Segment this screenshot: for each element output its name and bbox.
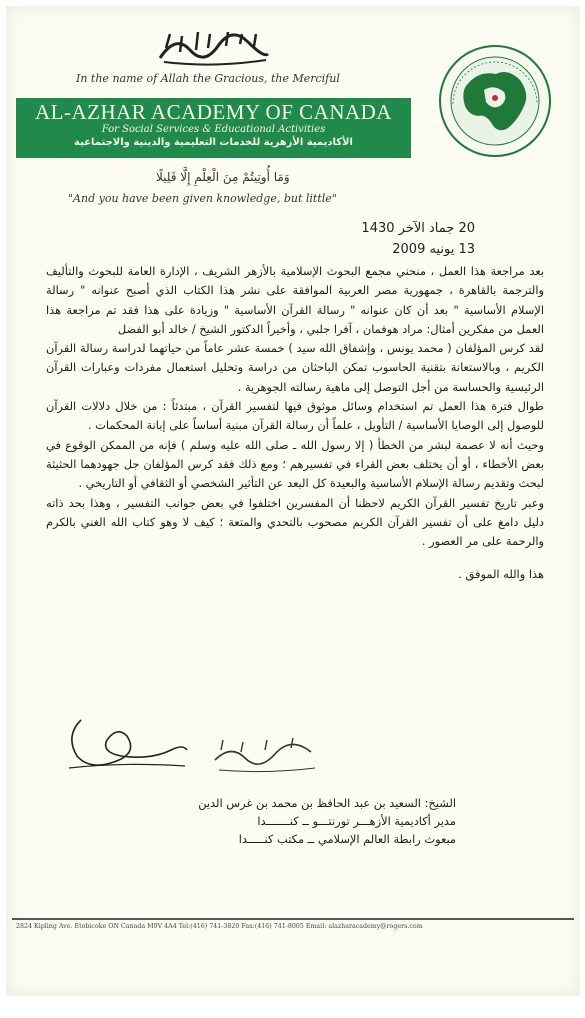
- academy-name: AL-AZHAR ACADEMY OF CANADA: [35, 100, 392, 124]
- closing-line: هذا والله الموفق .: [458, 567, 544, 582]
- body-paragraph-2: لقد كرس المؤلفان ( محمد يونس ، وإشفاق الله سيد ) خمسة عشر عاماً من حياتهما لدراسة رسالة القرآن الكريم ، وبالاستعانة بتقنية الحاسوب تمكن الباحثان من دراسة وتحليل استعمال مفردات وعبارات القرآن الرئيسية والحساسة من أجل التوصل إلى ماهية رسالته الجوهرية .: [46, 341, 544, 394]
- academy-subtitle: For Social Services & Educational Activities: [101, 124, 326, 135]
- letter-body: [46, 262, 544, 585]
- date-gregorian: 13 يونيه 2009: [392, 242, 475, 257]
- bismillah-english: In the name of Allah the Gracious, the Merciful: [76, 72, 340, 85]
- body-paragraph-1: بعد مراجعة هذا العمل ، منحني مجمع البحوث الإسلامية بالأزهر الشريف ، الإدارة العامة للبحوث والتأليف والترجمة بالقاهرة ، جمهورية مصر العربية الموافقة على نشر هذا الكتاب الذي أصبح عنوانه " رسالة الإسلام الأساسية " بعد أن كان عنوانه " رسالة القرآن الأساسية " وزيادة على هذا فقد تم مراجعة هذا العمل من مفكرين أمثال: مراد هوفمان ، آفرا جلبي ، وأخيراً الدكتور الشيخ / خالد أبو الفضل: [46, 264, 544, 336]
- letter-page: [6, 6, 580, 996]
- handwritten-signature: [61, 706, 191, 776]
- letter-date: [361, 218, 475, 260]
- body-paragraph-3: طوال فترة هذا العمل تم استخدام وسائل موثوق فيها لتفسير القرآن ، مبتدئاً : من خلال دلالات القرآن للوصول إلى الوصايا الأساسية / التأويل ، علماً أن رسالة القرآن مبنية أساساً على إبانة المحكمات .: [46, 399, 544, 433]
- body-paragraph-5: وعبر تاريخ تفسير القرآن الكريم لاحظنا أن المفسرين اختلفوا في بعض جوانب التفسير ، وهذا بحد ذاته دليل دامغ على أن تفسير القرآن الكريم مصحوب بالتحدي والمتعة ؛ كيف لا وهو كتاب الله الغني بالكرم والرحمة على مر العصور .: [46, 495, 544, 549]
- bismillah-calligraphy: [156, 28, 272, 66]
- body-paragraph-4: وحيث أنه لا عصمة لبشر من الخطأ ( إلا رسول الله ـ صلى الله عليه وسلم ) فإنه من الممكن الوقوع في بعض الأخطاء ، أو أن يختلف بعض القراء في تفسيرهم ؛ ومع ذلك فقد كرس المؤلفان جل جهودهما الحثيثة لبحث وتقديم رسالة الإسلام الأساسية والبعيدة كل البعد عن التأثير الشخصي أو الثقافي أو التاريخي .: [46, 437, 544, 491]
- globe-seal-icon: [438, 44, 552, 158]
- footer-address: 2824 Kipling Ave. Etobicoke ON Canada M9V 4A4 Tel:(416) 741-3820 Fax:(416) 741-8005 Email: alazharacademy@rogers.com: [16, 923, 423, 930]
- signer-title-1: مدير أكاديمية الأزهـــر تورنتـــو ــ كنـــــــدا: [257, 814, 456, 828]
- signer-name: الشيخ: السعيد بن عبد الحافظ بن محمد بن غرس الدين: [198, 796, 456, 810]
- arabic-signature-stamp: [211, 736, 321, 776]
- footer-divider: [12, 918, 574, 920]
- signer-title-2: مبعوث رابطة العالم الإسلامي ــ مكتب كنـــــدا: [238, 832, 456, 846]
- signer-block: [46, 794, 456, 848]
- date-hijri: 20 جماد الآخر 1430: [361, 221, 475, 236]
- academy-name-arabic: الأكاديمية الأزهرية للخدمات التعليمية والدينية والاجتماعية: [74, 137, 353, 148]
- quran-verse: وَمَا أُوتِيتُمْ مِنَ الْعِلْمِ إِلَّا قَلِيلًا: [156, 170, 290, 184]
- quran-verse-translation: "And you have been given knowledge, but little": [68, 192, 337, 205]
- academy-banner: [16, 98, 411, 158]
